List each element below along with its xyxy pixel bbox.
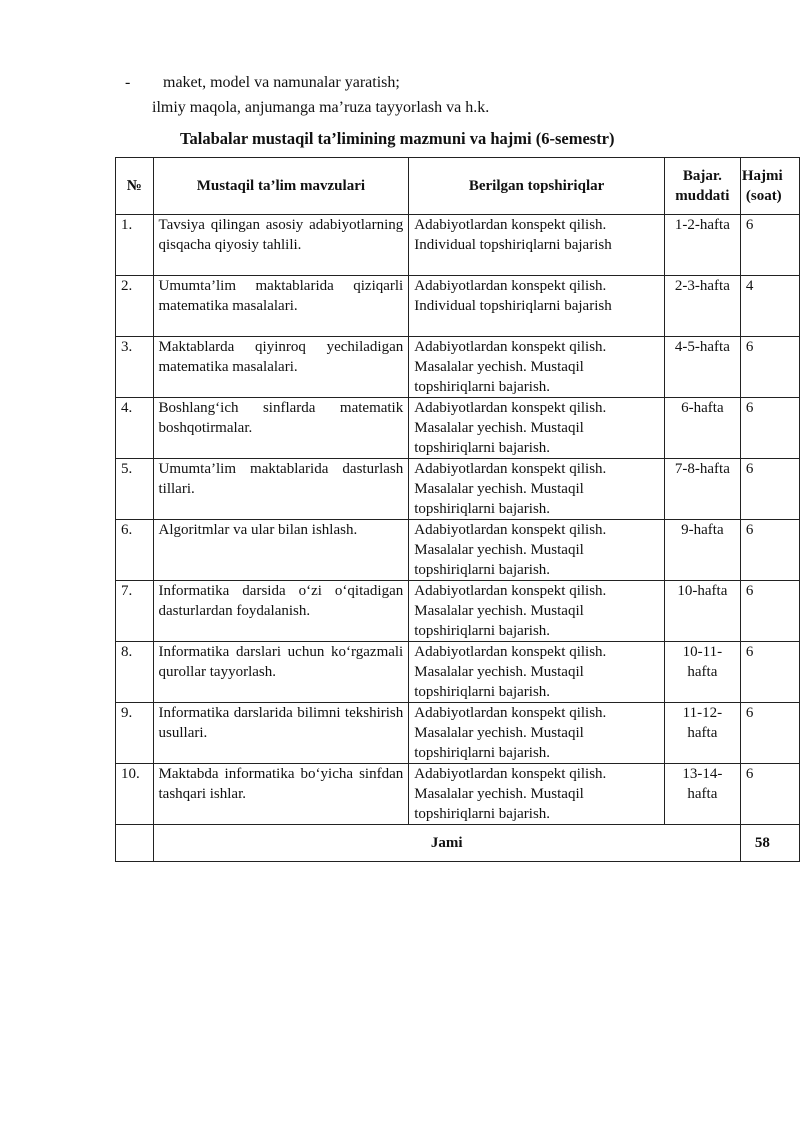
row-task-line3: topshiriqlarni bajarish. (414, 501, 551, 517)
table-row (116, 276, 800, 337)
row-task-line1: Adabiyotlardan konspekt qilish. (414, 278, 607, 294)
row-task-line1: Adabiyotlardan konspekt qilish. (414, 400, 607, 416)
row-task (409, 703, 665, 764)
row-deadline: 7-8-hafta (664, 459, 740, 520)
row-hours: 6 (740, 215, 799, 276)
row-task-line3: topshiriqlarni bajarish. (414, 440, 551, 456)
row-task-line3: topshiriqlarni bajarish. (414, 562, 551, 578)
header-topic: Mustaqil ta’lim mavzulari (153, 158, 409, 215)
table-row (116, 398, 800, 459)
independent-study-table (115, 157, 800, 862)
total-label: Jami (153, 825, 740, 862)
row-hours: 6 (740, 520, 799, 581)
row-topic: Maktablarda qiyinroq yechiladigan matematika masalalari. (153, 337, 409, 398)
row-deadline: 6-hafta (664, 398, 740, 459)
table-row (116, 764, 800, 825)
row-topic: Maktabda informatika bo‘yicha sinfdan tashqari ishlar. (153, 764, 409, 825)
row-task-line2: Masalalar yechish. Mustaqil (414, 603, 584, 619)
bullet-text: maket, model va namunalar yaratish; (163, 74, 400, 91)
row-task-line1: Adabiyotlardan konspekt qilish. (414, 217, 607, 233)
header-task: Berilgan topshiriqlar (409, 158, 665, 215)
row-topic: Informatika darslari uchun ko‘rgazmali qurollar tayyorlash. (153, 642, 409, 703)
row-hours: 4 (740, 276, 799, 337)
header-hours (740, 158, 799, 215)
row-task-line1: Adabiyotlardan konspekt qilish. (414, 583, 607, 599)
row-number: 2. (116, 276, 154, 337)
row-hours: 6 (740, 703, 799, 764)
row-topic: Umumta’lim maktablarida qiziqarli matematika masalalari. (153, 276, 409, 337)
table-row (116, 215, 800, 276)
row-topic: Umumta’lim maktablarida dasturlash tillari. (153, 459, 409, 520)
row-deadline: 2-3-hafta (664, 276, 740, 337)
row-task-line2: Masalalar yechish. Mustaqil (414, 481, 584, 497)
row-hours: 6 (740, 642, 799, 703)
row-task-line2: Masalalar yechish. Mustaqil (414, 420, 584, 436)
row-number: 5. (116, 459, 154, 520)
header-deadline-line2: muddati (675, 188, 730, 204)
row-deadline: 11-12-hafta (664, 703, 740, 764)
row-deadline: 10-hafta (664, 581, 740, 642)
row-hours: 6 (740, 581, 799, 642)
total-empty-cell (116, 825, 154, 862)
row-task-line3: topshiriqlarni bajarish. (414, 684, 551, 700)
table-row (116, 703, 800, 764)
row-topic: Informatika darslarida bilimni tekshirish usullari. (153, 703, 409, 764)
header-deadline-line1: Bajar. (682, 168, 722, 184)
row-task-line1: Adabiyotlardan konspekt qilish. (414, 644, 607, 660)
row-task-line3: topshiriqlarni bajarish. (414, 745, 551, 761)
row-task-line2: Individual topshiriqlarni bajarish (414, 298, 612, 314)
row-number: 1. (116, 215, 154, 276)
row-task-line2: Masalalar yechish. Mustaqil (414, 359, 584, 375)
total-row (116, 825, 800, 862)
row-deadline: 1-2-hafta (664, 215, 740, 276)
row-task (409, 642, 665, 703)
row-hours: 6 (740, 337, 799, 398)
row-task (409, 337, 665, 398)
bullet-line (125, 74, 400, 92)
row-task-line1: Adabiyotlardan konspekt qilish. (414, 339, 607, 355)
row-task (409, 215, 665, 276)
row-task-line1: Adabiyotlardan konspekt qilish. (414, 705, 607, 721)
row-task (409, 764, 665, 825)
total-value: 58 (740, 825, 799, 862)
row-number: 8. (116, 642, 154, 703)
table-row (116, 459, 800, 520)
row-task-line2: Masalalar yechish. Mustaqil (414, 786, 584, 802)
row-task (409, 459, 665, 520)
row-task (409, 520, 665, 581)
header-num: № (116, 158, 154, 215)
row-number: 4. (116, 398, 154, 459)
table-header-row (116, 158, 800, 215)
row-task-line3: topshiriqlarni bajarish. (414, 379, 551, 395)
bullet-marker: - (125, 74, 131, 91)
row-task-line1: Adabiyotlardan konspekt qilish. (414, 461, 607, 477)
table-row (116, 337, 800, 398)
row-deadline: 13-14-hafta (664, 764, 740, 825)
row-task-line1: Adabiyotlardan konspekt qilish. (414, 766, 607, 782)
row-hours: 6 (740, 398, 799, 459)
row-deadline: 4-5-hafta (664, 337, 740, 398)
table-row (116, 520, 800, 581)
row-task-line1: Adabiyotlardan konspekt qilish. (414, 522, 607, 538)
header-deadline (664, 158, 740, 215)
header-hours-line2: (soat) (745, 188, 782, 204)
row-number: 6. (116, 520, 154, 581)
row-topic: Tavsiya qilingan asosiy adabiyotlarning qisqacha qiyosiy tahlili. (153, 215, 409, 276)
table-title: Talabalar mustaqil ta’limining mazmuni va hajmi (6-semestr) (180, 129, 615, 148)
row-number: 7. (116, 581, 154, 642)
row-number: 9. (116, 703, 154, 764)
table-row (116, 581, 800, 642)
row-number: 3. (116, 337, 154, 398)
row-topic: Boshlang‘ich sinflarda matematik boshqotirmalar. (153, 398, 409, 459)
row-task-line2: Masalalar yechish. Mustaqil (414, 542, 584, 558)
row-topic: Informatika darsida o‘zi o‘qitadigan dasturlardan foydalanish. (153, 581, 409, 642)
table-row (116, 642, 800, 703)
row-task (409, 398, 665, 459)
intro-line: ilmiy maqola, anjumanga ma’ruza tayyorlash va h.k. (152, 99, 490, 116)
row-task-line3: topshiriqlarni bajarish. (414, 806, 551, 822)
row-task (409, 581, 665, 642)
row-task-line3: topshiriqlarni bajarish. (414, 623, 551, 639)
row-topic: Algoritmlar va ular bilan ishlash. (153, 520, 409, 581)
row-task-line2: Masalalar yechish. Mustaqil (414, 725, 584, 741)
row-hours: 6 (740, 764, 799, 825)
row-hours: 6 (740, 459, 799, 520)
header-hours-line1: Hajmi (741, 168, 783, 184)
row-deadline: 10-11-hafta (664, 642, 740, 703)
row-number: 10. (116, 764, 154, 825)
row-task-line2: Masalalar yechish. Mustaqil (414, 664, 584, 680)
row-task (409, 276, 665, 337)
row-deadline: 9-hafta (664, 520, 740, 581)
row-task-line2: Individual topshiriqlarni bajarish (414, 237, 612, 253)
